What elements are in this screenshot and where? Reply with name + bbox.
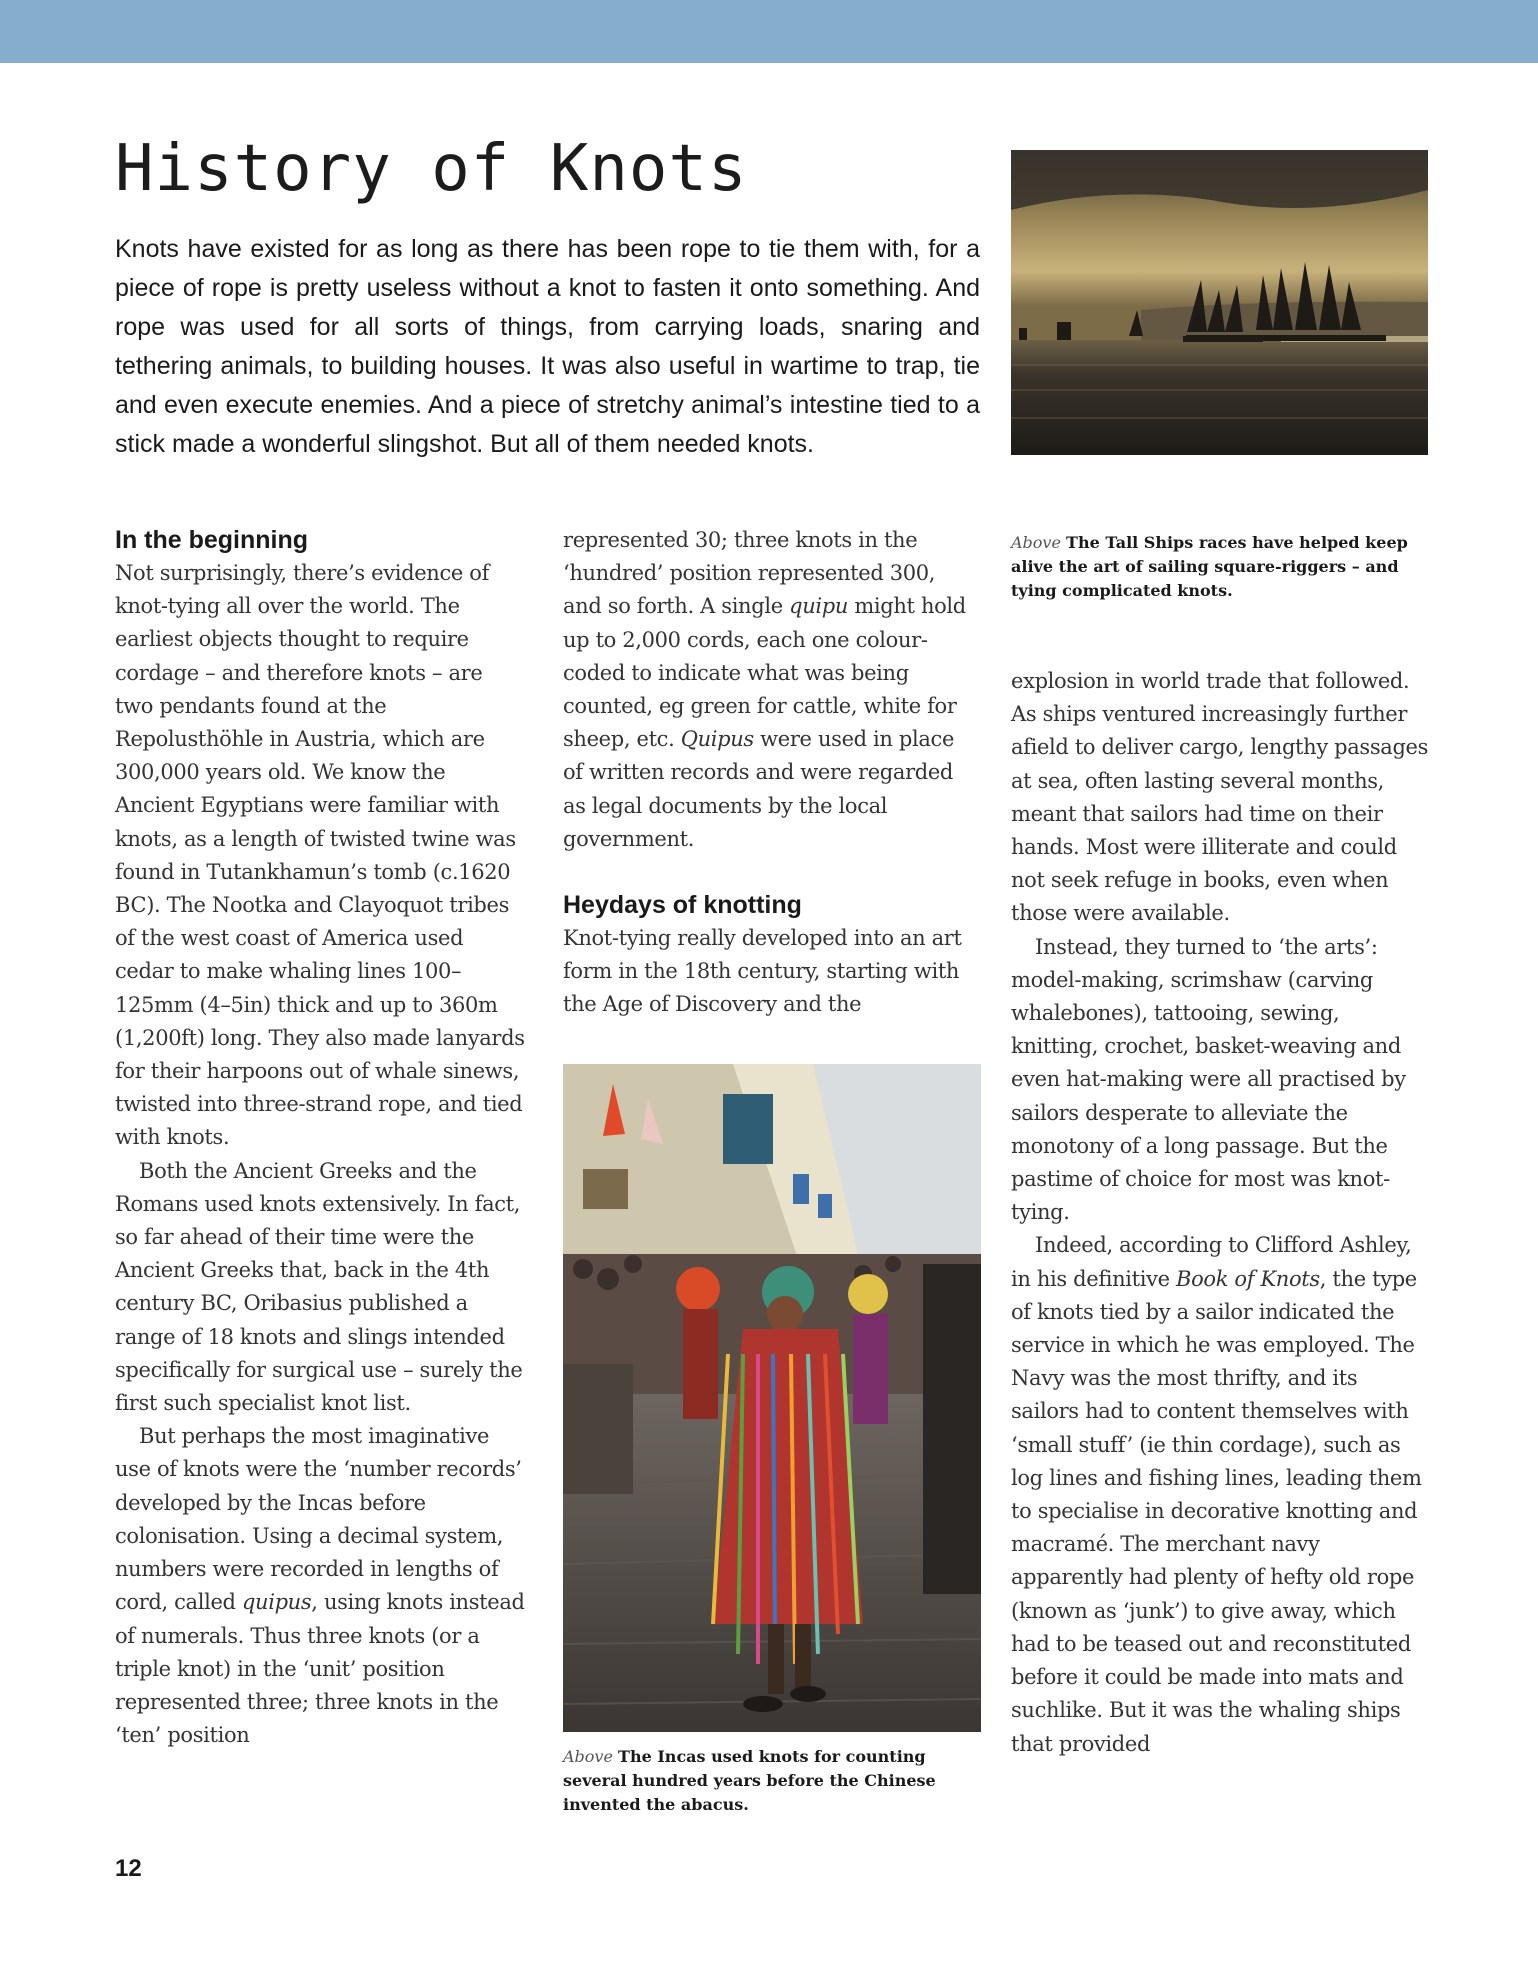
italic-term: quipus	[241, 1590, 312, 1615]
section-heading-heydays: Heydays of knotting	[563, 891, 802, 920]
caption-lead: Above	[563, 1747, 613, 1766]
paragraph: But perhaps the most imaginative use of knots were the ‘number records’ developed by the Incas before colonisation. Using a decimal system, numbers were recorded in lengths of cord, called quipus, using knots instead of numerals. Thus three knots (or a triple knot) in the ‘unit’ position represented three; three knots in the ‘ten’ position	[115, 1424, 525, 1748]
italic-term: Book of Knots	[1176, 1266, 1320, 1291]
italic-term: quipu	[789, 594, 849, 619]
italic-term: Quipus	[680, 727, 754, 752]
paragraph: Knot-tying really developed into an art form in the 18th century, starting with the Age of Discovery and the	[563, 926, 962, 1017]
caption-lead: Above	[1011, 533, 1061, 552]
section-heading-beginning: In the beginning	[115, 526, 309, 554]
paragraph: Both the Ancient Greeks and the Romans used knots extensively. In fact, so far ahead of their time were the Ancient Greeks that, back in the 4th century BC, Oribasius published a range of 18 knots and slings intended specifically for surgical use – surely the first such specialist knot list.	[115, 1158, 523, 1416]
caption-text: The Incas used knots for counting several hundred years before the Chinese invented the abacus.	[563, 1747, 936, 1814]
caption-text: The Tall Ships races have helped keep alive the art of sailing square-riggers – and tying complicated knots.	[1011, 533, 1408, 600]
column-1	[115, 524, 525, 1752]
tall-ships-caption	[1011, 531, 1431, 603]
column-3	[1011, 665, 1431, 1761]
paragraph: Not surprisingly, there’s evidence of knot-tying all over the world. The earliest objects thought to require cordage – and therefore knots – are two pendants found at the Repolusthöhle in Austria, which are 300,000 years old. We know the Ancient Egyptians were familiar with knots, as a length of twisted twine was found in Tutankhamun’s tomb (c.1620 BC). The Nootka and Clayoquot tribes of the west coast of America used cedar to make whaling lines 100–125mm (4–5in) thick and up to 360m (1,200ft) long. They also made lanyards for their harpoons out of whale sinews, twisted into three-strand rope, and tied with knots.	[115, 561, 525, 1150]
paragraph: represented 30; three knots in the ‘hundred’ position represented 300, and so forth. A single quipu might hold up to 2,000 cords, each one colour-coded to indicate what was being counted, eg green for cattle, white for sheep, etc. Quipus were used in place of written records and were regarded as legal documents by the local government.	[563, 528, 966, 851]
paragraph: Instead, they turned to ‘the arts’: model-making, scrimshaw (carving whalebones), tattooing, sewing, knitting, crochet, basket-weaving and even hat-making were all practised by sailors desperate to alleviate the monotony of a long passage. But the pastime of choice for most was knot-tying.	[1011, 934, 1406, 1225]
intro-paragraph: Knots have existed for as long as there has been rope to tie them with, for a piece of rope is pretty useless without a knot to fasten it onto something. And rope was used for all sorts of things, from carrying loads, snaring and tethering animals, to building houses. It was also useful in wartime to trap, tie and even execute enemies. And a piece of stretchy animal’s intestine tied to a stick made a wonderful slingshot. But all of them needed knots.	[115, 235, 980, 458]
page-number: 12	[115, 1855, 142, 1882]
inca-procession-photo	[563, 1064, 981, 1732]
column-2	[563, 524, 973, 1022]
inca-caption	[563, 1745, 981, 1817]
tall-ships-photo	[1011, 150, 1428, 455]
paragraph: explosion in world trade that followed. As ships ventured increasingly further afield to deliver cargo, lengthy passages at sea, often lasting several months, meant that sailors had time on their hands. Most were illiterate and could not seek refuge in books, even when those were available.	[1011, 669, 1429, 926]
page-title: History of Knots	[115, 132, 748, 206]
header-band	[0, 0, 1538, 63]
paragraph: Indeed, according to Clifford Ashley, in his definitive Book of Knots, the type of knots tied by a sailor indicated the service in which he was employed. The Navy was the most thrifty, and its sailors had to content themselves with ‘small stuff’ (ie thin cordage), such as log lines and fishing lines, leading them to specialise in decorative knotting and macramé. The merchant navy apparently had plenty of hefty old rope (known as ‘junk’) to give away, which had to be teased out and reconstituted before it could be made into mats and suchlike. But it was the whaling ships that provided	[1011, 1233, 1422, 1756]
